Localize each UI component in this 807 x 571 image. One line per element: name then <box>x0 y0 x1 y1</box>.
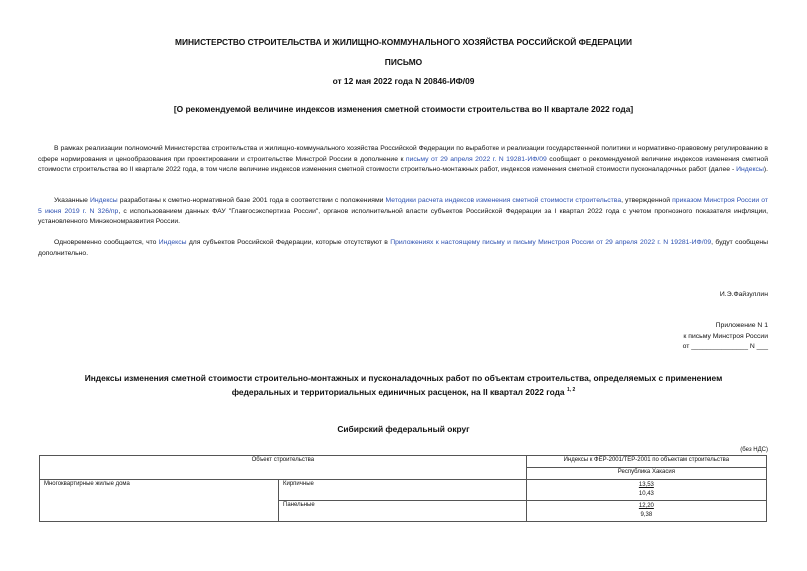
paragraph-1 <box>38 144 768 176</box>
link-indices-3[interactable]: Индексы <box>158 239 187 246</box>
table-header-row <box>40 456 767 468</box>
district-title: Сибирский федеральный округ <box>337 424 470 434</box>
doc-subject: [О рекомендуемой величине индексов изменения сметной стоимости строительства во II квартале 2022 года] <box>173 104 634 114</box>
table-row <box>40 480 767 501</box>
p1-text-b: сообщает о рекомендуемой величине индексов изменения сметной стоимости строительства во II квартале 2022 года, в том числе величине индексов изменения сметной стоимости строительно-монтажных работ, индексов изменения сметной стоимости пусконаладочных работ (далее - <box>38 155 768 173</box>
p2-text-d: , с использованием данных ФАУ "Главгосэкспертиза России", органов исполнительной власти субъектов Российской Федерации за I квартал 2022 года с учетом прогнозного показателя инфляции, установленного Минэкономразвития России. <box>38 207 768 225</box>
value-smr: 12,20 <box>638 503 654 509</box>
indices-title-line-2: федеральных и территориальных единичных расценок, на II квартал 2022 года <box>231 386 565 397</box>
p1-text-c: ). <box>763 166 768 173</box>
indices-title-footnote: 1, 2 <box>566 387 576 393</box>
value-pnr: 9,38 <box>640 512 653 518</box>
header-object: Объект строительства <box>40 456 527 480</box>
link-order-326[interactable]: приказом Минстроя России от 5 июня 2019 г. N 326/пр <box>38 197 768 215</box>
signature: И.Э.Файзуллин <box>719 291 768 298</box>
row-group-label: Многоквартирные жилые дома <box>40 480 279 522</box>
appendix-line-1: Приложение N 1 <box>715 322 768 329</box>
ministry-title: МИНИСТЕРСТВО СТРОИТЕЛЬСТВА И ЖИЛИЩНО-КОММУНАЛЬНОГО ХОЗЯЙСТВА РОССИЙСКОЙ ФЕДЕРАЦИИ <box>175 37 632 47</box>
p1-text-a: В рамках реализации полномочий Министерства строительства и жилищно-коммунального хозяйства Российской Федерации по выработке и реализации государственной политики и нормативно-правовому регулированию в сфере нормирования и ценообразования при проектировании и строительстве Минстрой России в дополнение к <box>38 145 768 163</box>
paragraph-2 <box>38 196 768 228</box>
doc-date-number: от 12 мая 2022 года N 20846-ИФ/09 <box>332 76 475 86</box>
appendix-line-3: от _______________ N ___ <box>682 343 768 350</box>
value-pnr: 10,43 <box>638 491 654 497</box>
doc-type: ПИСЬМО <box>384 57 423 67</box>
indices-title <box>0 372 807 398</box>
p2-text-b: разработаны к сметно-нормативной базе 2001 года в соответствии с положениями <box>117 197 386 204</box>
header-region: Республика Хакасия <box>526 468 766 480</box>
row-type: Панельные <box>279 501 527 522</box>
link-appendices[interactable]: Приложениях к настоящему письму и письму Минстроя России от 29 апреля 2022 г. N 19281-ИФ/09 <box>390 239 712 246</box>
link-methodology[interactable]: Методики расчета индексов изменения сметной стоимости строительства <box>385 197 622 204</box>
appendix-block <box>683 321 768 353</box>
link-indices-2[interactable]: Индексы <box>89 197 118 204</box>
value-smr: 13,53 <box>638 482 654 488</box>
appendix-line-2: к письму Минстроя России <box>683 332 768 340</box>
header-indices: Индексы к ФЕР-2001/ТЕР-2001 по объектам строительства <box>526 456 766 468</box>
p3-text-c: , будут сообщены дополнительно. <box>38 239 768 257</box>
link-indices[interactable]: Индексы <box>736 166 764 173</box>
p3-text-a: Одновременно сообщается, что <box>54 239 159 246</box>
link-letter-19281[interactable]: письму от 29 апреля 2022 г. N 19281-ИФ/09 <box>405 155 547 163</box>
paragraph-3 <box>38 238 768 259</box>
p2-text-c: , утвержденной <box>621 197 673 204</box>
indices-title-line-1: Индексы изменения сметной стоимости строительно-монтажных и пусконаладочных работ по объектам строительства, определяемых с применением <box>84 373 723 383</box>
indices-table <box>39 455 767 522</box>
row-type: Кирпичные <box>279 480 527 501</box>
row-values <box>526 501 766 522</box>
p3-text-b: для субъектов Российской Федерации, которые отсутствуют в <box>186 239 391 246</box>
vat-note: (без НДС) <box>740 447 768 453</box>
row-values <box>526 480 766 501</box>
p2-text-a: Указанные <box>54 197 90 204</box>
